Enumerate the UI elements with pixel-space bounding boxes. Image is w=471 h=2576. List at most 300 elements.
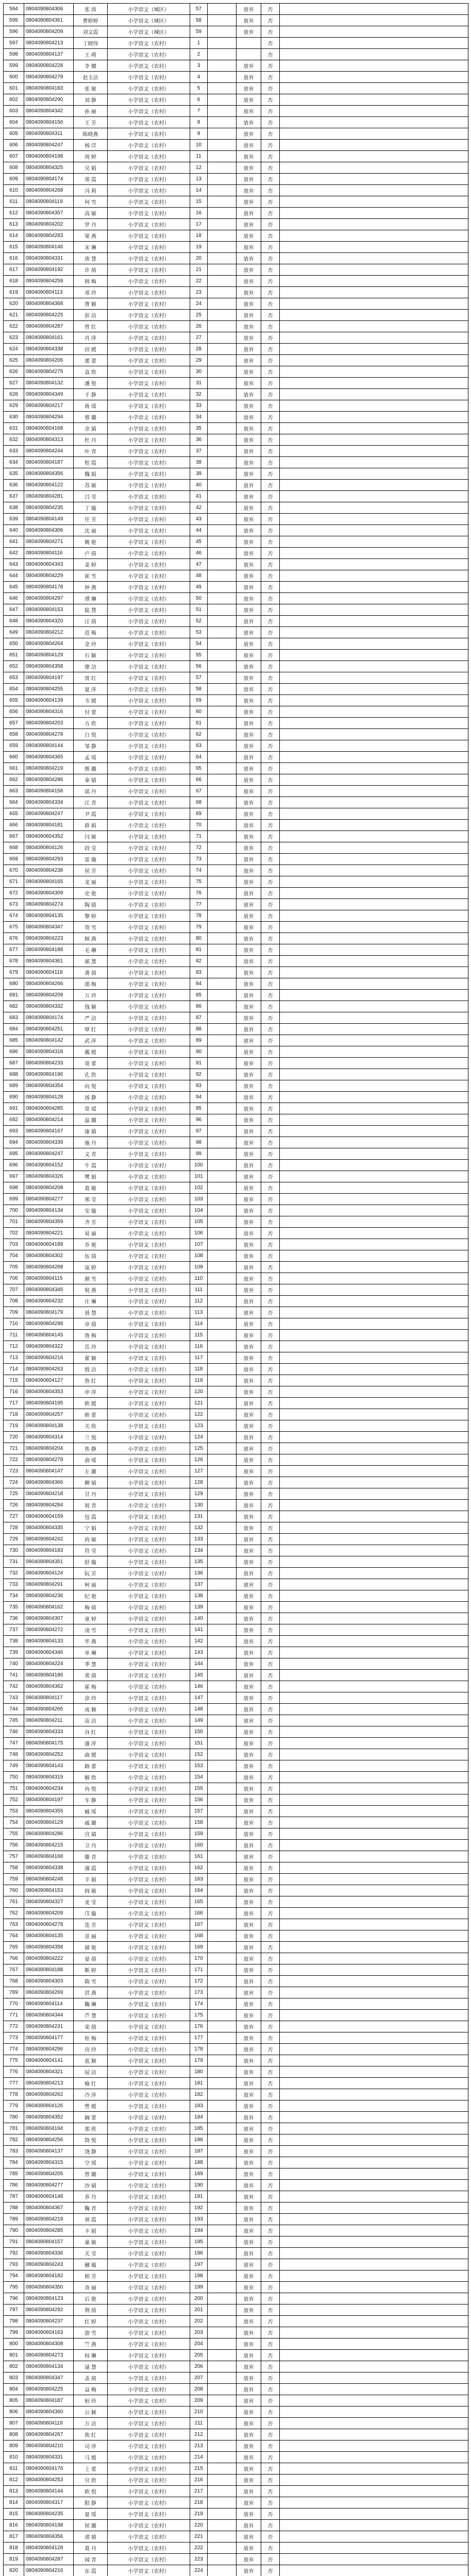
row-number-cell: 769: [4, 1987, 24, 1998]
rank-cell: 10: [190, 140, 208, 151]
note-cell: [280, 1726, 468, 1738]
row-number-cell: 733: [4, 1579, 24, 1590]
candidate-id-cell: 0804090804205: [24, 2168, 74, 2180]
status-cell: 放弃: [237, 2509, 261, 2520]
rank-cell: 64: [190, 752, 208, 763]
candidate-id-cell: 0804090804257: [24, 1409, 74, 1420]
candidate-name-cell: 景 丽: [74, 1930, 108, 1942]
note-cell: [280, 1840, 468, 1851]
status-cell: 放弃: [237, 1896, 261, 1908]
position-cell: 小学语文（农村）: [108, 820, 190, 831]
score-cell: [208, 1012, 237, 1024]
table-row: [4, 1715, 468, 1726]
candidate-id-cell: 0804090804149: [24, 514, 74, 525]
table-row: [4, 332, 468, 344]
note-cell: [280, 1182, 468, 1194]
table-row: [4, 60, 468, 72]
note-cell: [280, 2123, 468, 2134]
note-cell: [280, 1522, 468, 1534]
flag-cell: 否: [261, 2010, 280, 2021]
note-cell: [280, 1715, 468, 1726]
candidate-id-cell: 0804090804287: [24, 321, 74, 332]
score-cell: [208, 242, 237, 253]
candidate-id-cell: 0804090804307: [24, 1613, 74, 1624]
candidate-name-cell: 董 蕾: [74, 355, 108, 366]
flag-cell: 否: [261, 842, 280, 854]
flag-cell: 否: [261, 2112, 280, 2123]
table-row: [4, 1341, 468, 1352]
status-cell: 放弃: [237, 1069, 261, 1080]
score-cell: [208, 922, 237, 933]
note-cell: [280, 1477, 468, 1488]
position-cell: 小学语文（农村）: [108, 2418, 190, 2429]
table-row: [4, 1103, 468, 1114]
flag-cell: 否: [261, 2248, 280, 2259]
position-cell: 小学语文（农村）: [108, 2225, 190, 2236]
candidate-id-cell: 0804090804225: [24, 310, 74, 321]
candidate-id-cell: 0804090804129: [24, 1817, 74, 1828]
position-cell: 小学语文（农村）: [108, 1307, 190, 1318]
status-cell: 放弃: [237, 1443, 261, 1454]
candidate-name-cell: 段 莹: [74, 842, 108, 854]
row-number-cell: 650: [4, 638, 24, 650]
position-cell: 小学语文（农村）: [108, 1182, 190, 1194]
position-cell: 小学语文（农村）: [108, 502, 190, 514]
status-cell: 放弃: [237, 978, 261, 990]
position-cell: 小学语文（农村）: [108, 468, 190, 480]
flag-cell: 否: [261, 332, 280, 344]
note-cell: [280, 1239, 468, 1250]
candidate-name-cell: 贾 红: [74, 672, 108, 684]
candidate-id-cell: 0804090804183: [24, 83, 74, 94]
candidate-id-cell: 0804090804291: [24, 1579, 74, 1590]
status-cell: 放弃: [237, 1194, 261, 1205]
table-row: [4, 774, 468, 786]
note-cell: [280, 1001, 468, 1012]
flag-cell: 否: [261, 1432, 280, 1443]
rank-cell: 89: [190, 1035, 208, 1046]
candidate-id-cell: 0804090804233: [24, 1058, 74, 1069]
status-cell: 放弃: [237, 446, 261, 457]
rank-cell: 109: [190, 1262, 208, 1273]
candidate-id-cell: 0804090804297: [24, 593, 74, 604]
note-cell: [280, 933, 468, 944]
status-cell: 放弃: [237, 128, 261, 140]
candidate-name-cell: 常 瑶: [74, 1103, 108, 1114]
candidate-name-cell: 辛 娟: [74, 1874, 108, 1885]
score-cell: [208, 2282, 237, 2293]
score-cell: [208, 400, 237, 412]
flag-cell: 否: [261, 185, 280, 196]
score-cell: [208, 1443, 237, 1454]
row-number-cell: 731: [4, 1556, 24, 1568]
candidate-id-cell: 0804090804188: [24, 944, 74, 956]
position-cell: 小学语文（农村）: [108, 1545, 190, 1556]
candidate-id-cell: 0804090804216: [24, 1352, 74, 1364]
status-cell: 放弃: [237, 1862, 261, 1874]
position-cell: 小学语文（农村）: [108, 332, 190, 344]
status-cell: 放弃: [237, 412, 261, 423]
flag-cell: 否: [261, 1930, 280, 1942]
candidate-name-cell: 蔡 璐: [74, 412, 108, 423]
candidate-id-cell: 0804090804219: [24, 763, 74, 774]
note-cell: [280, 2338, 468, 2350]
rank-cell: 219: [190, 2509, 208, 2520]
status-cell: 放弃: [237, 2361, 261, 2372]
status-cell: 放弃: [237, 672, 261, 684]
note-cell: [280, 1636, 468, 1647]
note-cell: [280, 1035, 468, 1046]
table-row: [4, 196, 468, 208]
status-cell: 放弃: [237, 2406, 261, 2418]
score-cell: [208, 820, 237, 831]
candidate-id-cell: 0804090804314: [24, 1432, 74, 1443]
score-cell: [208, 1001, 237, 1012]
position-cell: 小学语文（农村）: [108, 2270, 190, 2282]
score-cell: [208, 1704, 237, 1715]
table-row: [4, 1919, 468, 1930]
status-cell: 放弃: [237, 842, 261, 854]
position-cell: 小学语文（农村）: [108, 1840, 190, 1851]
status-cell: 放弃: [237, 162, 261, 174]
flag-cell: 否: [261, 378, 280, 389]
status-cell: 放弃: [237, 1160, 261, 1171]
flag-cell: 否: [261, 1250, 280, 1262]
flag-cell: 否: [261, 1114, 280, 1126]
row-number-cell: 798: [4, 2316, 24, 2327]
candidate-name-cell: 解 欣: [74, 1772, 108, 1783]
candidate-name-cell: 饶 静: [74, 2146, 108, 2157]
table-row: [4, 638, 468, 650]
flag-cell: 否: [261, 1817, 280, 1828]
position-cell: 小学语文（农村）: [108, 2248, 190, 2259]
flag-cell: 否: [261, 729, 280, 740]
note-cell: [280, 786, 468, 797]
row-number-cell: 628: [4, 389, 24, 400]
rank-cell: 156: [190, 1794, 208, 1806]
table-row: [4, 140, 468, 151]
position-cell: 小学语文（农村）: [108, 1896, 190, 1908]
flag-cell: 否: [261, 446, 280, 457]
status-cell: 放弃: [237, 1228, 261, 1239]
row-number-cell: 819: [4, 2554, 24, 2565]
rank-cell: 128: [190, 1477, 208, 1488]
score-cell: [208, 661, 237, 672]
position-cell: 小学语文（农村）: [108, 310, 190, 321]
note-cell: [280, 253, 468, 264]
flag-cell: 否: [261, 412, 280, 423]
note-cell: [280, 2304, 468, 2316]
table-row: [4, 1579, 468, 1590]
score-cell: [208, 2270, 237, 2282]
rank-cell: 183: [190, 2100, 208, 2112]
candidate-id-cell: 0804090804126: [24, 2100, 74, 2112]
status-cell: 放弃: [237, 786, 261, 797]
candidate-id-cell: 0804090804298: [24, 1318, 74, 1330]
flag-cell: 否: [261, 1964, 280, 1976]
candidate-name-cell: 钱 颖: [74, 1001, 108, 1012]
status-cell: 放弃: [237, 559, 261, 570]
flag-cell: 否: [261, 944, 280, 956]
score-cell: [208, 1035, 237, 1046]
rank-cell: 126: [190, 1454, 208, 1466]
row-number-cell: 626: [4, 366, 24, 378]
candidate-id-cell: 0804090804128: [24, 2543, 74, 2554]
flag-cell: 否: [261, 2293, 280, 2304]
table-row: [4, 94, 468, 106]
rank-cell: 16: [190, 208, 208, 219]
row-number-cell: 788: [4, 2202, 24, 2214]
status-cell: 放弃: [237, 616, 261, 627]
candidate-name-cell: 于 静: [74, 389, 108, 400]
table-row: [4, 616, 468, 627]
flag-cell: 否: [261, 106, 280, 117]
candidate-name-cell: 兰 悦: [74, 1432, 108, 1443]
candidate-name-cell: 竺 燕: [74, 2338, 108, 2350]
candidate-name-cell: 文 青: [74, 1148, 108, 1160]
row-number-cell: 680: [4, 978, 24, 990]
position-cell: 小学语文（农村）: [108, 1386, 190, 1398]
position-cell: 小学语文（农村）: [108, 2066, 190, 2078]
score-cell: [208, 344, 237, 355]
status-cell: 放弃: [237, 1715, 261, 1726]
rank-cell: 35: [190, 423, 208, 434]
rank-cell: 17: [190, 219, 208, 230]
candidate-name-cell: 洪 燕: [74, 1987, 108, 1998]
candidate-name-cell: 滕 青: [74, 1851, 108, 1862]
position-cell: 小学语文（农村）: [108, 2032, 190, 2044]
note-cell: [280, 1262, 468, 1273]
candidate-name-cell: 须 霞: [74, 2214, 108, 2225]
table-row: [4, 627, 468, 638]
candidate-name-cell: 陶 倩: [74, 899, 108, 910]
position-cell: 小学语文（农村）: [108, 1919, 190, 1930]
position-cell: 小学语文（城区）: [108, 4, 190, 15]
position-cell: 小学语文（农村）: [108, 1069, 190, 1080]
candidate-name-cell: 房 玲: [74, 2044, 108, 2055]
score-cell: [208, 1409, 237, 1420]
status-cell: 放弃: [237, 627, 261, 638]
score-cell: [208, 1080, 237, 1092]
candidate-id-cell: 0804090804243: [24, 2259, 74, 2270]
flag-cell: 否: [261, 2146, 280, 2157]
candidate-id-cell: 0804090804144: [24, 740, 74, 752]
position-cell: 小学语文（农村）: [108, 967, 190, 978]
rank-cell: 213: [190, 2441, 208, 2452]
position-cell: 小学语文（农村）: [108, 1851, 190, 1862]
rank-cell: 224: [190, 2565, 208, 2576]
position-cell: 小学语文（农村）: [108, 2157, 190, 2168]
candidate-name-cell: 谭 琳: [74, 593, 108, 604]
position-cell: 小学语文（农村）: [108, 321, 190, 332]
candidate-name-cell: 白 悦: [74, 729, 108, 740]
position-cell: 小学语文（农村）: [108, 1568, 190, 1579]
status-cell: 放弃: [237, 1239, 261, 1250]
status-cell: 放弃: [237, 967, 261, 978]
status-cell: 放弃: [237, 1296, 261, 1307]
note-cell: [280, 1500, 468, 1511]
status-cell: 放弃: [237, 2554, 261, 2565]
position-cell: 小学语文（农村）: [108, 196, 190, 208]
note-cell: [280, 230, 468, 242]
row-number-cell: 669: [4, 854, 24, 865]
status-cell: 放弃: [237, 2463, 261, 2475]
score-cell: [208, 2146, 237, 2157]
candidate-id-cell: 0804090804267: [24, 2429, 74, 2441]
note-cell: [280, 2497, 468, 2509]
table-row: [4, 1987, 468, 1998]
score-cell: [208, 1964, 237, 1976]
candidate-name-cell: 邵 梅: [74, 978, 108, 990]
flag-cell: 否: [261, 2032, 280, 2044]
flag-cell: 否: [261, 1103, 280, 1114]
candidate-id-cell: 0804090804368: [24, 298, 74, 310]
candidate-name-cell: 符 莹: [74, 1545, 108, 1556]
position-cell: 小学语文（农村）: [108, 1817, 190, 1828]
rank-cell: 150: [190, 1726, 208, 1738]
status-cell: 放弃: [237, 1738, 261, 1749]
flag-cell: 否: [261, 1953, 280, 1964]
position-cell: 小学语文（农村）: [108, 1726, 190, 1738]
flag-cell: 否: [261, 808, 280, 820]
rank-cell: 125: [190, 1443, 208, 1454]
flag-cell: 否: [261, 287, 280, 298]
candidate-id-cell: 0804090804158: [24, 786, 74, 797]
row-number-cell: 665: [4, 808, 24, 820]
position-cell: 小学语文（农村）: [108, 83, 190, 94]
flag-cell: 否: [261, 253, 280, 264]
position-cell: 小学语文（农村）: [108, 1715, 190, 1726]
status-cell: 放弃: [237, 593, 261, 604]
candidate-name-cell: 聂 慧: [74, 1307, 108, 1318]
flag-cell: 否: [261, 1726, 280, 1738]
table-row: [4, 1998, 468, 2010]
status-cell: 放弃: [237, 752, 261, 763]
rank-cell: 135: [190, 1556, 208, 1568]
note-cell: [280, 26, 468, 38]
rank-cell: 173: [190, 1987, 208, 1998]
score-cell: [208, 1760, 237, 1772]
status-cell: 放弃: [237, 661, 261, 672]
rank-cell: 136: [190, 1568, 208, 1579]
flag-cell: 否: [261, 752, 280, 763]
rank-cell: 40: [190, 480, 208, 491]
score-cell: [208, 128, 237, 140]
note-cell: [280, 1987, 468, 1998]
score-cell: [208, 1783, 237, 1794]
flag-cell: 否: [261, 672, 280, 684]
candidate-id-cell: 0804090804198: [24, 2520, 74, 2531]
table-row: [4, 1477, 468, 1488]
candidate-id-cell: 0804090804331: [24, 253, 74, 264]
status-cell: 放弃: [237, 26, 261, 38]
note-cell: [280, 83, 468, 94]
position-cell: 小学语文（农村）: [108, 922, 190, 933]
candidate-id-cell: 0804090804281: [24, 491, 74, 502]
table-row: [4, 2418, 468, 2429]
score-cell: [208, 2531, 237, 2543]
candidate-name-cell: 查 丽: [74, 2282, 108, 2293]
candidate-id-cell: 0804090804174: [24, 174, 74, 185]
table-row: [4, 978, 468, 990]
rank-cell: 61: [190, 718, 208, 729]
candidate-id-cell: 0804090804309: [24, 888, 74, 899]
status-cell: 放弃: [237, 355, 261, 366]
note-cell: [280, 1126, 468, 1137]
table-row: [4, 922, 468, 933]
status-cell: 放弃: [237, 2202, 261, 2214]
score-cell: [208, 480, 237, 491]
note-cell: [280, 718, 468, 729]
row-number-cell: 763: [4, 1919, 24, 1930]
candidate-id-cell: 0804090804237: [24, 2316, 74, 2327]
candidate-id-cell: 0804090804215: [24, 1840, 74, 1851]
score-cell: [208, 2089, 237, 2100]
row-number-cell: 742: [4, 1681, 24, 1692]
candidate-id-cell: 0804090804265: [24, 1704, 74, 1715]
candidate-id-cell: 0804090804343: [24, 559, 74, 570]
position-cell: 小学语文（农村）: [108, 672, 190, 684]
row-number-cell: 657: [4, 718, 24, 729]
status-cell: 放弃: [237, 1103, 261, 1114]
rank-cell: 159: [190, 1828, 208, 1840]
row-number-cell: 785: [4, 2168, 24, 2180]
row-number-cell: 666: [4, 820, 24, 831]
candidate-id-cell: 0804090804148: [24, 2191, 74, 2202]
score-cell: [208, 786, 237, 797]
table-row: [4, 1092, 468, 1103]
note-cell: [280, 1284, 468, 1296]
candidate-id-cell: 0804090804271: [24, 536, 74, 548]
rank-cell: 77: [190, 899, 208, 910]
row-number-cell: 739: [4, 1647, 24, 1658]
table-row: [4, 1466, 468, 1477]
status-cell: 放弃: [237, 1919, 261, 1930]
candidate-id-cell: 0804090804334: [24, 797, 74, 808]
candidate-name-cell: 万 玲: [74, 990, 108, 1001]
note-cell: [280, 2134, 468, 2146]
position-cell: 小学语文（农村）: [108, 1352, 190, 1364]
rank-cell: 58: [190, 15, 208, 26]
rank-cell: 80: [190, 933, 208, 944]
status-cell: 放弃: [237, 1545, 261, 1556]
rank-cell: 116: [190, 1341, 208, 1352]
status-cell: 放弃: [237, 570, 261, 582]
candidate-id-cell: 0804090804352: [24, 831, 74, 842]
status-cell: 放弃: [237, 389, 261, 400]
row-number-cell: 641: [4, 536, 24, 548]
row-number-cell: 651: [4, 650, 24, 661]
note-cell: [280, 1874, 468, 1885]
note-cell: [280, 1511, 468, 1522]
note-cell: [280, 1386, 468, 1398]
note-cell: [280, 2010, 468, 2021]
rank-cell: 108: [190, 1250, 208, 1262]
score-cell: [208, 2475, 237, 2486]
candidate-id-cell: 0804090804262: [24, 2089, 74, 2100]
candidate-name-cell: 高 敏: [74, 208, 108, 219]
position-cell: 小学语文（农村）: [108, 2520, 190, 2531]
flag-cell: 否: [261, 1148, 280, 1160]
flag-cell: 否: [261, 514, 280, 525]
row-number-cell: 722: [4, 1454, 24, 1466]
position-cell: 小学语文（农村）: [108, 1976, 190, 1987]
candidate-name-cell: 何 雪: [74, 196, 108, 208]
note-cell: [280, 151, 468, 162]
note-cell: [280, 1330, 468, 1341]
candidate-id-cell: 0804090804346: [24, 1647, 74, 1658]
candidate-name-cell: 闫 敏: [74, 831, 108, 842]
